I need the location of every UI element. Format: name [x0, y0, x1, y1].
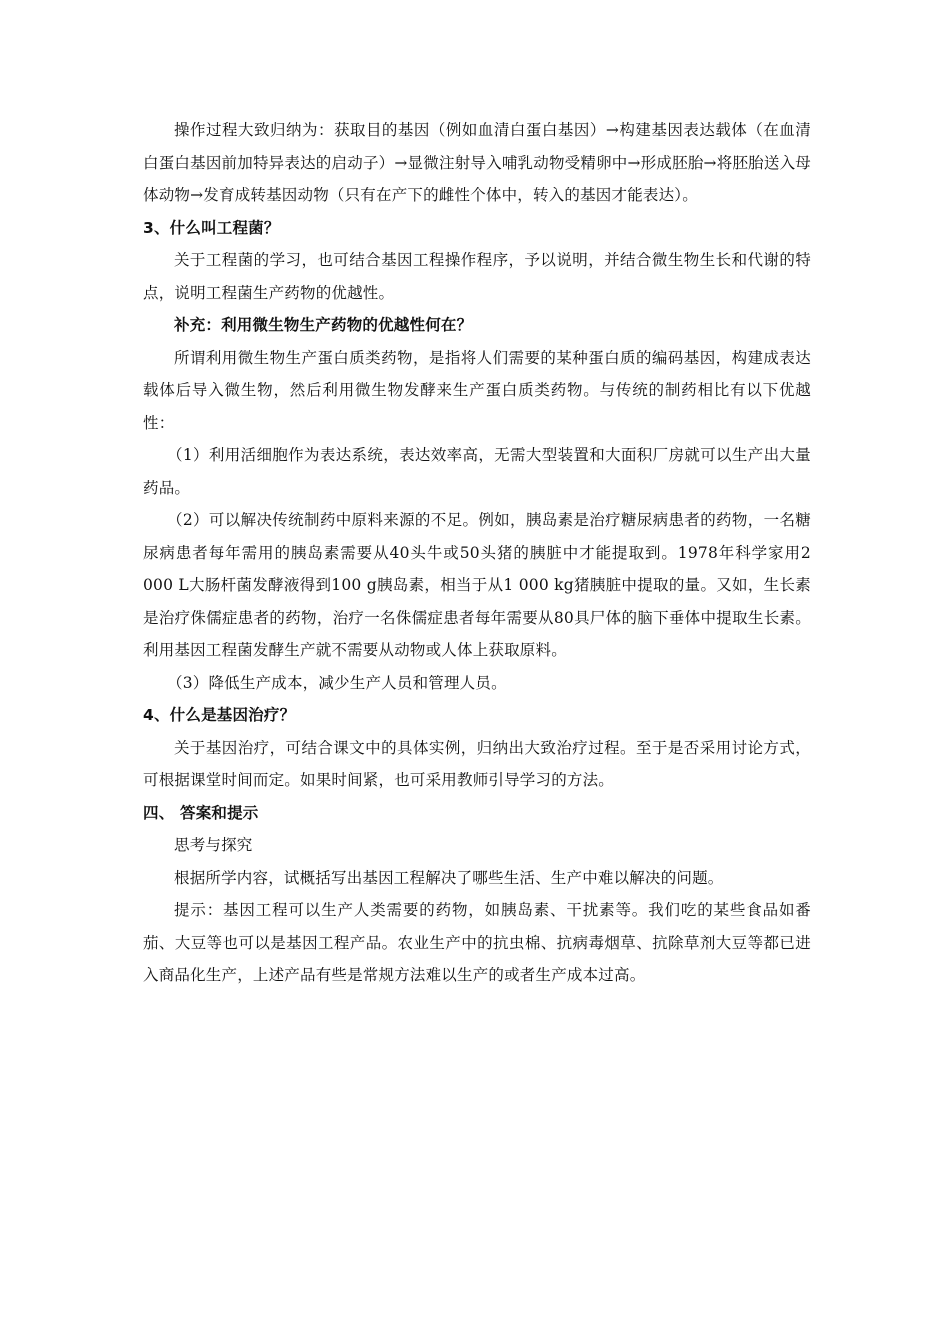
paragraph-advantage-3: （3）降低生产成本，减少生产人员和管理人员。 [167, 673, 507, 692]
paragraph-gene-therapy: 关于基因治疗，可结合课文中的具体实例，归纳出大致治疗过程。至于是否采用讨论方式，可根据课堂时间而定。如果时间紧，也可采用教师引导学习的方法。 [143, 738, 811, 789]
heading-gene-therapy: 4、什么是基因治疗？ [143, 706, 296, 724]
paragraph-hint: 提示：基因工程可以生产人类需要的药物，如胰岛素、干扰素等。我们吃的某些食品如番茄、大豆等也可以是基因工程产品。农业生产中的抗虫棉、抗病毒烟草、抗除草剂大豆等都已进入商品化生产，上述产品有些是常规方法难以生产的或者生产成本过高。 [143, 901, 811, 984]
heading-engineered-bacteria: 3、什么叫工程菌？ [143, 218, 280, 237]
subheading-supplement: 补充：利用微生物生产药物的优越性何在？ [174, 316, 473, 334]
paragraph-think-explore: 思考与探究 [174, 836, 253, 854]
document-page [143, 114, 811, 992]
paragraph-advantage-1: （1）利用活细胞作为表达系统，表达效率高，无需大型装置和大面积厂房就可以生产出大量药品。 [143, 446, 811, 497]
paragraph-question: 根据所学内容，试概括写出基因工程解决了哪些生活、生产中难以解决的问题。 [174, 868, 724, 887]
paragraph-advantage-2: （2）可以解决传统制药中原料来源的不足。例如，胰岛素是治疗糖尿病患者的药物，一名糖尿病患者每年需用的胰岛素需要从40头牛或50头猪的胰脏中才能提取到。1978年科学家用2 000 L大肠杆菌发酵液得到100 g胰岛素，相当于从1 000 kg猪胰脏中提取的量。又如，生长素是治疗侏儒症患者的药物，治疗一名侏儒症患者每年需要从80具尸体的脑下垂体中提取生长素。利用基因工程菌发酵生产就不需要从动物或人体上获取原料。 [143, 511, 811, 659]
paragraph-protein-drugs: 所谓利用微生物生产蛋白质类药物，是指将人们需要的某种蛋白质的编码基因，构建成表达载体后导入微生物，然后利用微生物发酵来生产蛋白质类药物。与传统的制药相比有以下优越性： [143, 348, 811, 432]
paragraph-procedure: 操作过程大致归纳为：获取目的基因（例如血清白蛋白基因）→构建基因表达载体（在血清白蛋白基因前加特异表达的启动子）→显微注射导入哺乳动物受精卵中→形成胚胎→将胚胎送入母体动物→发育成转基因动物（只有在产下的雌性个体中，转入的基因才能表达）。 [143, 121, 811, 204]
heading-answers: 四、 答案和提示 [143, 803, 259, 822]
paragraph-engineered-bacteria: 关于工程菌的学习，也可结合基因工程操作程序，予以说明，并结合微生物生长和代谢的特点，说明工程菌生产药物的优越性。 [143, 251, 811, 302]
